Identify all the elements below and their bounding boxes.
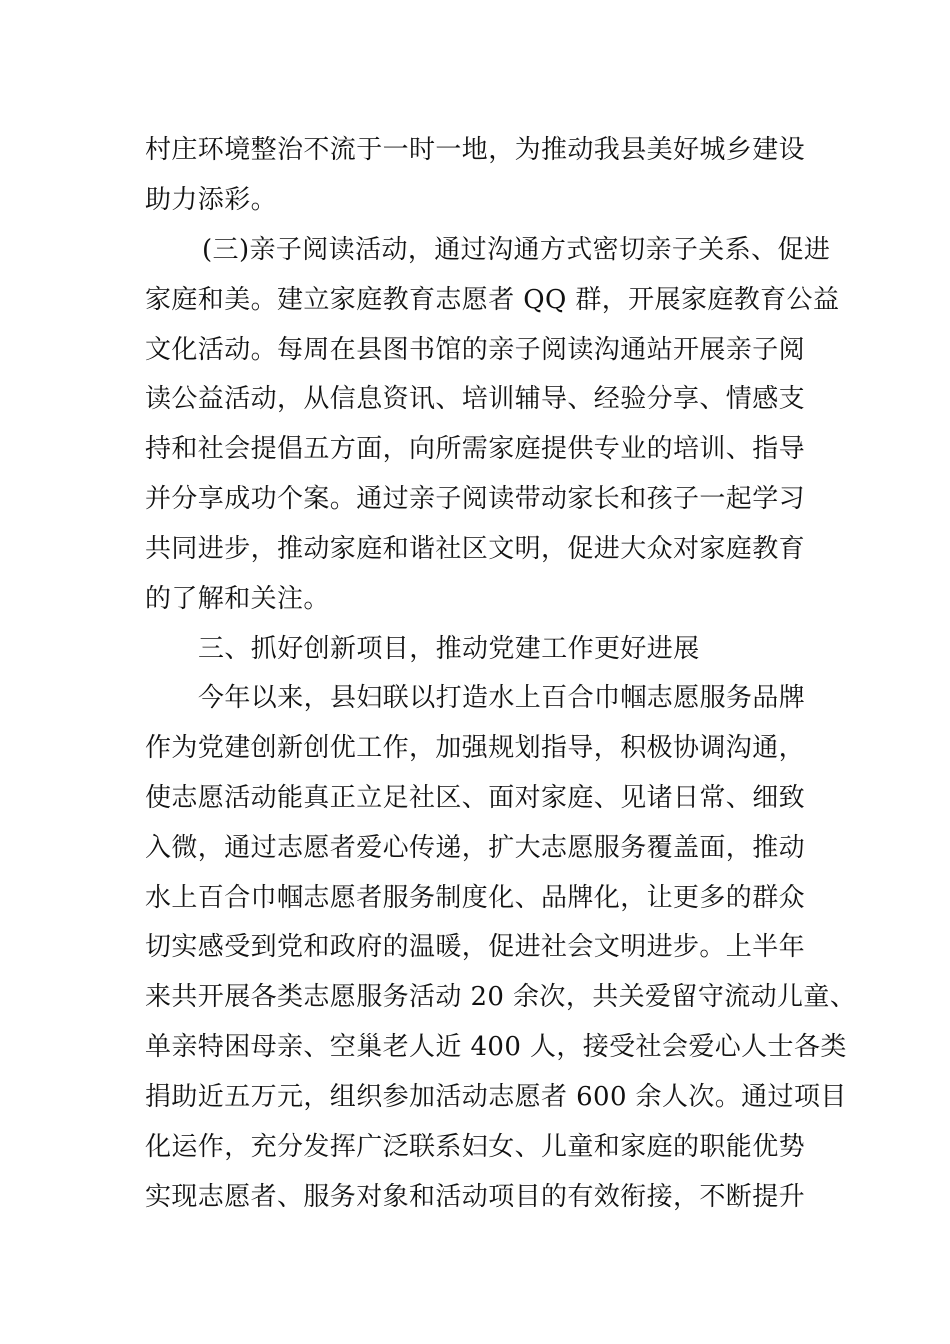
text-line: 来共开展各类志愿服务活动 20 余次，共关爱留守流动儿童、 bbox=[145, 982, 857, 1012]
text-line: 的了解和关注。 bbox=[145, 584, 330, 614]
section-heading: (三)亲子阅读活动，通过沟通方式密切亲子关系、促进 bbox=[202, 235, 831, 265]
text-line: 并分享成功个案。通过亲子阅读带动家长和孩子一起学习 bbox=[145, 484, 806, 514]
text-line: 家庭和美。建立家庭教育志愿者 QQ 群，开展家庭教育公益 bbox=[145, 285, 840, 315]
text-line: 切实感受到党和政府的温暖，促进社会文明进步。上半年 bbox=[145, 932, 806, 962]
text-line: 助力添彩。 bbox=[145, 185, 278, 215]
text-line: 读公益活动，从信息资讯、培训辅导、经验分享、情感支 bbox=[145, 384, 806, 414]
text-line: 实现志愿者、服务对象和活动项目的有效衔接，不断提升 bbox=[145, 1182, 806, 1212]
text-line: 村庄环境整治不流于一时一地，为推动我县美好城乡建设 bbox=[145, 135, 806, 165]
text-line: 持和社会提倡五方面，向所需家庭提供专业的培训、指导 bbox=[145, 434, 806, 464]
text-line: 作为党建创新创优工作，加强规划指导，积极协调沟通， bbox=[145, 733, 806, 763]
text-line: 使志愿活动能真正立足社区、面对家庭、见诸日常、细致 bbox=[145, 783, 806, 813]
text-line: 水上百合巾帼志愿者服务制度化、品牌化，让更多的群众 bbox=[145, 883, 806, 913]
text-line: 单亲特困母亲、空巢老人近 400 人，接受社会爱心人士各类 bbox=[145, 1032, 847, 1062]
text-line: 捐助近五万元，组织参加活动志愿者 600 余人次。通过项目 bbox=[145, 1082, 847, 1112]
text-line: 化运作，充分发挥广泛联系妇女、儿童和家庭的职能优势 bbox=[145, 1132, 806, 1162]
text-line: 文化活动。每周在县图书馆的亲子阅读沟通站开展亲子阅 bbox=[145, 335, 806, 365]
text-line: 共同进步，推动家庭和谐社区文明，促进大众对家庭教育 bbox=[145, 534, 806, 564]
text-line: 入微，通过志愿者爱心传递，扩大志愿服务覆盖面，推动 bbox=[145, 833, 806, 863]
text-line: 今年以来，县妇联以打造水上百合巾帼志愿服务品牌 bbox=[198, 683, 806, 713]
section-heading: 三、抓好创新项目，推动党建工作更好进展 bbox=[198, 634, 700, 664]
